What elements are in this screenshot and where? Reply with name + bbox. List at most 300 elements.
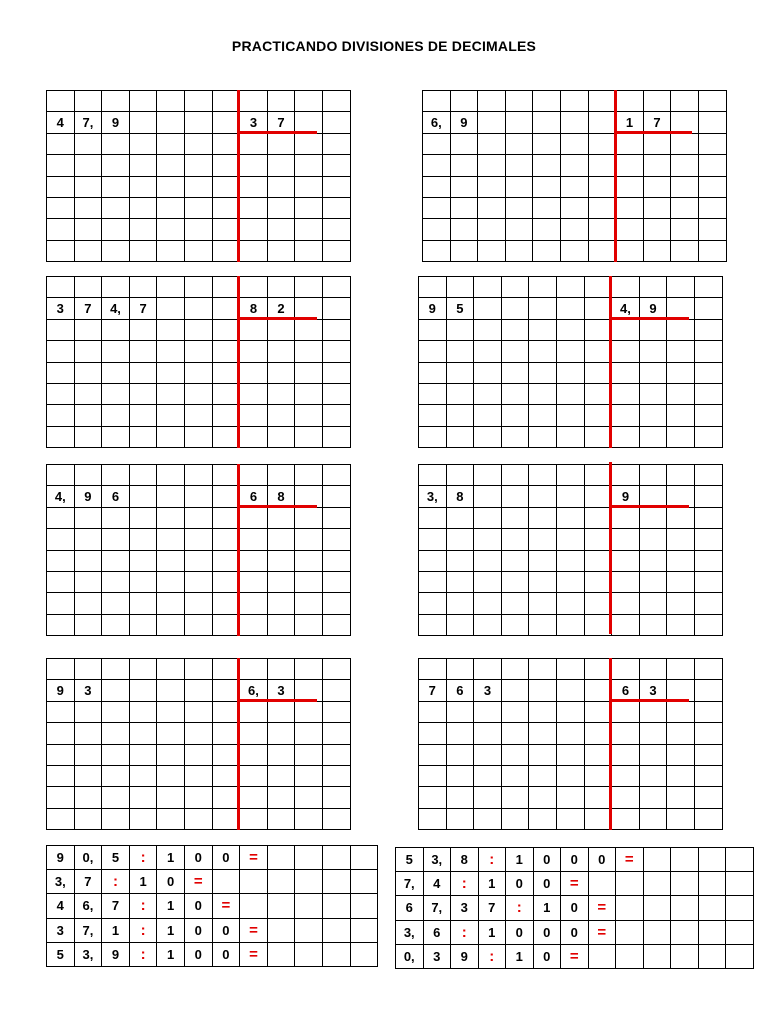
grid-cell[interactable] bbox=[588, 218, 617, 240]
grid-cell[interactable] bbox=[156, 786, 185, 808]
grid-cell[interactable] bbox=[584, 319, 613, 341]
grid-cell[interactable] bbox=[694, 701, 723, 723]
grid-cell[interactable] bbox=[501, 550, 530, 572]
grid-cell[interactable] bbox=[694, 297, 723, 319]
grid-cell[interactable] bbox=[418, 276, 447, 298]
answer-cell[interactable] bbox=[350, 918, 379, 943]
grid-cell[interactable] bbox=[611, 808, 640, 830]
grid-cell[interactable] bbox=[46, 362, 75, 384]
grid-cell[interactable] bbox=[473, 464, 502, 486]
grid-cell[interactable] bbox=[556, 679, 585, 701]
grid-cell[interactable] bbox=[588, 133, 617, 155]
grid-cell[interactable] bbox=[74, 197, 103, 219]
grid-cell[interactable] bbox=[560, 218, 589, 240]
answer-cell[interactable] bbox=[698, 895, 727, 920]
grid-cell[interactable] bbox=[267, 340, 296, 362]
grid-cell[interactable] bbox=[184, 297, 213, 319]
grid-cell[interactable] bbox=[666, 426, 695, 448]
grid-cell[interactable] bbox=[212, 362, 241, 384]
grid-cell[interactable] bbox=[74, 507, 103, 529]
grid-cell[interactable] bbox=[694, 528, 723, 550]
grid-cell[interactable] bbox=[156, 658, 185, 680]
grid-cell[interactable] bbox=[212, 571, 241, 593]
grid-cell[interactable] bbox=[322, 507, 351, 529]
grid-cell[interactable] bbox=[584, 404, 613, 426]
grid-cell[interactable] bbox=[584, 679, 613, 701]
grid-cell[interactable] bbox=[212, 765, 241, 787]
grid-cell[interactable] bbox=[74, 528, 103, 550]
grid-cell[interactable] bbox=[184, 614, 213, 636]
grid-cell[interactable] bbox=[46, 701, 75, 723]
grid-cell[interactable] bbox=[666, 464, 695, 486]
grid-cell[interactable] bbox=[528, 744, 557, 766]
grid-cell[interactable] bbox=[74, 808, 103, 830]
grid-cell[interactable] bbox=[184, 744, 213, 766]
grid-cell[interactable] bbox=[129, 383, 158, 405]
grid-cell[interactable] bbox=[473, 744, 502, 766]
grid-cell[interactable] bbox=[639, 744, 668, 766]
grid-cell[interactable] bbox=[212, 808, 241, 830]
grid-cell[interactable] bbox=[556, 319, 585, 341]
grid-cell[interactable] bbox=[184, 240, 213, 262]
grid-cell[interactable] bbox=[156, 528, 185, 550]
grid-cell[interactable] bbox=[184, 786, 213, 808]
grid-cell[interactable] bbox=[212, 111, 241, 133]
answer-cell[interactable] bbox=[588, 944, 617, 969]
grid-cell[interactable] bbox=[212, 507, 241, 529]
grid-cell[interactable] bbox=[670, 197, 699, 219]
grid-cell[interactable] bbox=[584, 701, 613, 723]
grid-cell[interactable] bbox=[294, 507, 323, 529]
grid-cell[interactable] bbox=[129, 218, 158, 240]
grid-cell[interactable] bbox=[239, 276, 268, 298]
grid-cell[interactable] bbox=[584, 786, 613, 808]
grid-cell[interactable] bbox=[101, 154, 130, 176]
grid-cell[interactable] bbox=[129, 808, 158, 830]
grid-cell[interactable] bbox=[294, 133, 323, 155]
grid-cell[interactable] bbox=[501, 340, 530, 362]
grid-cell[interactable] bbox=[446, 528, 475, 550]
grid-cell[interactable] bbox=[446, 786, 475, 808]
grid-cell[interactable] bbox=[267, 528, 296, 550]
grid-cell[interactable] bbox=[46, 722, 75, 744]
grid-cell[interactable] bbox=[446, 765, 475, 787]
grid-cell[interactable] bbox=[418, 722, 447, 744]
grid-cell[interactable] bbox=[418, 744, 447, 766]
grid-cell[interactable] bbox=[184, 133, 213, 155]
grid-cell[interactable] bbox=[101, 176, 130, 198]
grid-cell[interactable] bbox=[473, 808, 502, 830]
grid-cell[interactable] bbox=[560, 133, 589, 155]
grid-cell[interactable] bbox=[639, 592, 668, 614]
grid-cell[interactable] bbox=[584, 507, 613, 529]
grid-cell[interactable] bbox=[611, 340, 640, 362]
grid-cell[interactable] bbox=[156, 426, 185, 448]
grid-cell[interactable] bbox=[611, 362, 640, 384]
grid-cell[interactable] bbox=[322, 528, 351, 550]
grid-cell[interactable] bbox=[184, 383, 213, 405]
grid-cell[interactable] bbox=[528, 571, 557, 593]
grid-cell[interactable] bbox=[46, 340, 75, 362]
grid-cell[interactable] bbox=[101, 679, 130, 701]
grid-cell[interactable] bbox=[666, 592, 695, 614]
grid-cell[interactable] bbox=[639, 550, 668, 572]
grid-cell[interactable] bbox=[666, 404, 695, 426]
grid-cell[interactable] bbox=[611, 426, 640, 448]
answer-cell[interactable] bbox=[267, 918, 296, 943]
grid-cell[interactable] bbox=[129, 240, 158, 262]
grid-cell[interactable] bbox=[239, 550, 268, 572]
grid-cell[interactable] bbox=[294, 154, 323, 176]
answer-cell[interactable] bbox=[670, 871, 699, 896]
grid-cell[interactable] bbox=[501, 614, 530, 636]
answer-cell[interactable] bbox=[239, 893, 268, 918]
grid-cell[interactable] bbox=[694, 786, 723, 808]
grid-cell[interactable] bbox=[101, 383, 130, 405]
grid-cell[interactable] bbox=[46, 240, 75, 262]
grid-cell[interactable] bbox=[212, 297, 241, 319]
grid-cell[interactable] bbox=[267, 90, 296, 112]
grid-cell[interactable] bbox=[450, 218, 479, 240]
grid-cell[interactable] bbox=[528, 404, 557, 426]
grid-cell[interactable] bbox=[239, 197, 268, 219]
grid-cell[interactable] bbox=[129, 340, 158, 362]
grid-cell[interactable] bbox=[473, 319, 502, 341]
grid-cell[interactable] bbox=[666, 701, 695, 723]
grid-cell[interactable] bbox=[422, 218, 451, 240]
grid-cell[interactable] bbox=[322, 383, 351, 405]
grid-cell[interactable] bbox=[584, 571, 613, 593]
grid-cell[interactable] bbox=[322, 362, 351, 384]
grid-cell[interactable] bbox=[156, 592, 185, 614]
grid-cell[interactable] bbox=[212, 197, 241, 219]
grid-cell[interactable] bbox=[666, 571, 695, 593]
grid-cell[interactable] bbox=[322, 722, 351, 744]
grid-cell[interactable] bbox=[46, 658, 75, 680]
grid-cell[interactable] bbox=[643, 197, 672, 219]
grid-cell[interactable] bbox=[446, 658, 475, 680]
answer-cell[interactable] bbox=[643, 895, 672, 920]
grid-cell[interactable] bbox=[156, 276, 185, 298]
grid-cell[interactable] bbox=[639, 426, 668, 448]
grid-cell[interactable] bbox=[322, 679, 351, 701]
grid-cell[interactable] bbox=[501, 765, 530, 787]
grid-cell[interactable] bbox=[611, 383, 640, 405]
grid-cell[interactable] bbox=[694, 614, 723, 636]
grid-cell[interactable] bbox=[212, 218, 241, 240]
grid-cell[interactable] bbox=[239, 319, 268, 341]
grid-cell[interactable] bbox=[74, 383, 103, 405]
grid-cell[interactable] bbox=[528, 276, 557, 298]
grid-cell[interactable] bbox=[694, 276, 723, 298]
grid-cell[interactable] bbox=[584, 464, 613, 486]
grid-cell[interactable] bbox=[446, 722, 475, 744]
answer-cell[interactable] bbox=[350, 942, 379, 967]
grid-cell[interactable] bbox=[694, 362, 723, 384]
grid-cell[interactable] bbox=[101, 808, 130, 830]
grid-cell[interactable] bbox=[184, 701, 213, 723]
grid-cell[interactable] bbox=[556, 722, 585, 744]
grid-cell[interactable] bbox=[156, 765, 185, 787]
grid-cell[interactable] bbox=[322, 197, 351, 219]
grid-cell[interactable] bbox=[473, 786, 502, 808]
grid-cell[interactable] bbox=[698, 111, 727, 133]
grid-cell[interactable] bbox=[322, 240, 351, 262]
grid-cell[interactable] bbox=[446, 340, 475, 362]
grid-cell[interactable] bbox=[101, 765, 130, 787]
grid-cell[interactable] bbox=[184, 571, 213, 593]
grid-cell[interactable] bbox=[129, 404, 158, 426]
grid-cell[interactable] bbox=[129, 464, 158, 486]
answer-cell[interactable] bbox=[350, 893, 379, 918]
grid-cell[interactable] bbox=[46, 786, 75, 808]
grid-cell[interactable] bbox=[184, 658, 213, 680]
grid-cell[interactable] bbox=[639, 276, 668, 298]
grid-cell[interactable] bbox=[239, 528, 268, 550]
grid-cell[interactable] bbox=[588, 197, 617, 219]
grid-cell[interactable] bbox=[129, 571, 158, 593]
grid-cell[interactable] bbox=[267, 571, 296, 593]
grid-cell[interactable] bbox=[212, 786, 241, 808]
grid-cell[interactable] bbox=[184, 319, 213, 341]
grid-cell[interactable] bbox=[74, 765, 103, 787]
grid-cell[interactable] bbox=[446, 319, 475, 341]
grid-cell[interactable] bbox=[322, 133, 351, 155]
grid-cell[interactable] bbox=[267, 383, 296, 405]
grid-cell[interactable] bbox=[446, 507, 475, 529]
grid-cell[interactable] bbox=[643, 176, 672, 198]
grid-cell[interactable] bbox=[473, 404, 502, 426]
grid-cell[interactable] bbox=[418, 507, 447, 529]
grid-cell[interactable] bbox=[528, 340, 557, 362]
grid-cell[interactable] bbox=[74, 240, 103, 262]
grid-cell[interactable] bbox=[532, 154, 561, 176]
answer-cell[interactable] bbox=[350, 845, 379, 870]
grid-cell[interactable] bbox=[184, 808, 213, 830]
answer-cell[interactable] bbox=[294, 918, 323, 943]
grid-cell[interactable] bbox=[556, 808, 585, 830]
answer-cell[interactable] bbox=[643, 944, 672, 969]
grid-cell[interactable] bbox=[101, 362, 130, 384]
grid-cell[interactable] bbox=[294, 722, 323, 744]
grid-cell[interactable] bbox=[473, 658, 502, 680]
grid-cell[interactable] bbox=[418, 528, 447, 550]
answer-cell[interactable] bbox=[239, 869, 268, 894]
grid-cell[interactable] bbox=[639, 404, 668, 426]
grid-cell[interactable] bbox=[422, 197, 451, 219]
grid-cell[interactable] bbox=[294, 90, 323, 112]
grid-cell[interactable] bbox=[129, 133, 158, 155]
grid-cell[interactable] bbox=[74, 154, 103, 176]
grid-cell[interactable] bbox=[528, 679, 557, 701]
grid-cell[interactable] bbox=[666, 808, 695, 830]
grid-cell[interactable] bbox=[666, 744, 695, 766]
grid-cell[interactable] bbox=[615, 240, 644, 262]
grid-cell[interactable] bbox=[184, 722, 213, 744]
grid-cell[interactable] bbox=[666, 786, 695, 808]
grid-cell[interactable] bbox=[694, 744, 723, 766]
grid-cell[interactable] bbox=[184, 340, 213, 362]
grid-cell[interactable] bbox=[267, 786, 296, 808]
grid-cell[interactable] bbox=[322, 464, 351, 486]
grid-cell[interactable] bbox=[505, 197, 534, 219]
grid-cell[interactable] bbox=[615, 133, 644, 155]
grid-cell[interactable] bbox=[129, 592, 158, 614]
grid-cell[interactable] bbox=[156, 701, 185, 723]
grid-cell[interactable] bbox=[477, 154, 506, 176]
grid-cell[interactable] bbox=[156, 362, 185, 384]
grid-cell[interactable] bbox=[46, 383, 75, 405]
grid-cell[interactable] bbox=[294, 176, 323, 198]
answer-cell[interactable] bbox=[615, 871, 644, 896]
grid-cell[interactable] bbox=[418, 464, 447, 486]
answer-cell[interactable] bbox=[698, 920, 727, 945]
grid-cell[interactable] bbox=[239, 808, 268, 830]
grid-cell[interactable] bbox=[615, 218, 644, 240]
grid-cell[interactable] bbox=[212, 528, 241, 550]
grid-cell[interactable] bbox=[46, 765, 75, 787]
grid-cell[interactable] bbox=[74, 90, 103, 112]
answer-cell[interactable] bbox=[670, 920, 699, 945]
grid-cell[interactable] bbox=[501, 571, 530, 593]
grid-cell[interactable] bbox=[212, 154, 241, 176]
grid-cell[interactable] bbox=[129, 701, 158, 723]
grid-cell[interactable] bbox=[156, 808, 185, 830]
grid-cell[interactable] bbox=[212, 240, 241, 262]
grid-cell[interactable] bbox=[611, 658, 640, 680]
grid-cell[interactable] bbox=[418, 571, 447, 593]
grid-cell[interactable] bbox=[422, 240, 451, 262]
grid-cell[interactable] bbox=[505, 154, 534, 176]
grid-cell[interactable] bbox=[501, 362, 530, 384]
grid-cell[interactable] bbox=[584, 765, 613, 787]
grid-cell[interactable] bbox=[501, 404, 530, 426]
grid-cell[interactable] bbox=[446, 383, 475, 405]
grid-cell[interactable] bbox=[239, 426, 268, 448]
grid-cell[interactable] bbox=[74, 550, 103, 572]
grid-cell[interactable] bbox=[446, 744, 475, 766]
grid-cell[interactable] bbox=[156, 176, 185, 198]
grid-cell[interactable] bbox=[446, 464, 475, 486]
grid-cell[interactable] bbox=[532, 133, 561, 155]
grid-cell[interactable] bbox=[528, 550, 557, 572]
grid-cell[interactable] bbox=[294, 614, 323, 636]
grid-cell[interactable] bbox=[156, 550, 185, 572]
grid-cell[interactable] bbox=[129, 111, 158, 133]
grid-cell[interactable] bbox=[698, 133, 727, 155]
grid-cell[interactable] bbox=[532, 111, 561, 133]
grid-cell[interactable] bbox=[239, 154, 268, 176]
grid-cell[interactable] bbox=[588, 90, 617, 112]
grid-cell[interactable] bbox=[501, 658, 530, 680]
grid-cell[interactable] bbox=[528, 808, 557, 830]
grid-cell[interactable] bbox=[694, 722, 723, 744]
grid-cell[interactable] bbox=[670, 133, 699, 155]
grid-cell[interactable] bbox=[156, 340, 185, 362]
grid-cell[interactable] bbox=[584, 614, 613, 636]
grid-cell[interactable] bbox=[129, 550, 158, 572]
grid-cell[interactable] bbox=[156, 111, 185, 133]
grid-cell[interactable] bbox=[501, 507, 530, 529]
grid-cell[interactable] bbox=[294, 571, 323, 593]
grid-cell[interactable] bbox=[46, 218, 75, 240]
grid-cell[interactable] bbox=[294, 786, 323, 808]
grid-cell[interactable] bbox=[556, 528, 585, 550]
grid-cell[interactable] bbox=[212, 340, 241, 362]
grid-cell[interactable] bbox=[322, 90, 351, 112]
grid-cell[interactable] bbox=[473, 571, 502, 593]
grid-cell[interactable] bbox=[101, 528, 130, 550]
grid-cell[interactable] bbox=[239, 464, 268, 486]
grid-cell[interactable] bbox=[322, 744, 351, 766]
grid-cell[interactable] bbox=[74, 404, 103, 426]
grid-cell[interactable] bbox=[212, 614, 241, 636]
grid-cell[interactable] bbox=[184, 218, 213, 240]
grid-cell[interactable] bbox=[267, 765, 296, 787]
grid-cell[interactable] bbox=[156, 240, 185, 262]
grid-cell[interactable] bbox=[639, 507, 668, 529]
grid-cell[interactable] bbox=[184, 362, 213, 384]
grid-cell[interactable] bbox=[294, 319, 323, 341]
answer-cell[interactable] bbox=[615, 944, 644, 969]
grid-cell[interactable] bbox=[322, 550, 351, 572]
grid-cell[interactable] bbox=[74, 571, 103, 593]
grid-cell[interactable] bbox=[694, 808, 723, 830]
grid-cell[interactable] bbox=[239, 133, 268, 155]
grid-cell[interactable] bbox=[505, 176, 534, 198]
grid-cell[interactable] bbox=[639, 362, 668, 384]
grid-cell[interactable] bbox=[267, 154, 296, 176]
grid-cell[interactable] bbox=[239, 340, 268, 362]
grid-cell[interactable] bbox=[446, 571, 475, 593]
grid-cell[interactable] bbox=[639, 464, 668, 486]
grid-cell[interactable] bbox=[698, 240, 727, 262]
grid-cell[interactable] bbox=[615, 176, 644, 198]
grid-cell[interactable] bbox=[239, 765, 268, 787]
grid-cell[interactable] bbox=[267, 362, 296, 384]
grid-cell[interactable] bbox=[294, 528, 323, 550]
grid-cell[interactable] bbox=[129, 722, 158, 744]
grid-cell[interactable] bbox=[212, 658, 241, 680]
grid-cell[interactable] bbox=[450, 90, 479, 112]
grid-cell[interactable] bbox=[74, 218, 103, 240]
grid-cell[interactable] bbox=[322, 340, 351, 362]
grid-cell[interactable] bbox=[74, 744, 103, 766]
grid-cell[interactable] bbox=[446, 614, 475, 636]
grid-cell[interactable] bbox=[156, 133, 185, 155]
grid-cell[interactable] bbox=[212, 176, 241, 198]
grid-cell[interactable] bbox=[267, 722, 296, 744]
grid-cell[interactable] bbox=[74, 362, 103, 384]
grid-cell[interactable] bbox=[212, 133, 241, 155]
grid-cell[interactable] bbox=[212, 550, 241, 572]
grid-cell[interactable] bbox=[694, 765, 723, 787]
grid-cell[interactable] bbox=[639, 658, 668, 680]
grid-cell[interactable] bbox=[528, 722, 557, 744]
answer-cell[interactable] bbox=[643, 871, 672, 896]
grid-cell[interactable] bbox=[446, 808, 475, 830]
answer-cell[interactable] bbox=[322, 942, 351, 967]
grid-cell[interactable] bbox=[611, 276, 640, 298]
grid-cell[interactable] bbox=[74, 319, 103, 341]
grid-cell[interactable] bbox=[584, 340, 613, 362]
grid-cell[interactable] bbox=[556, 362, 585, 384]
grid-cell[interactable] bbox=[694, 404, 723, 426]
grid-cell[interactable] bbox=[501, 383, 530, 405]
grid-cell[interactable] bbox=[129, 197, 158, 219]
grid-cell[interactable] bbox=[477, 176, 506, 198]
grid-cell[interactable] bbox=[666, 765, 695, 787]
